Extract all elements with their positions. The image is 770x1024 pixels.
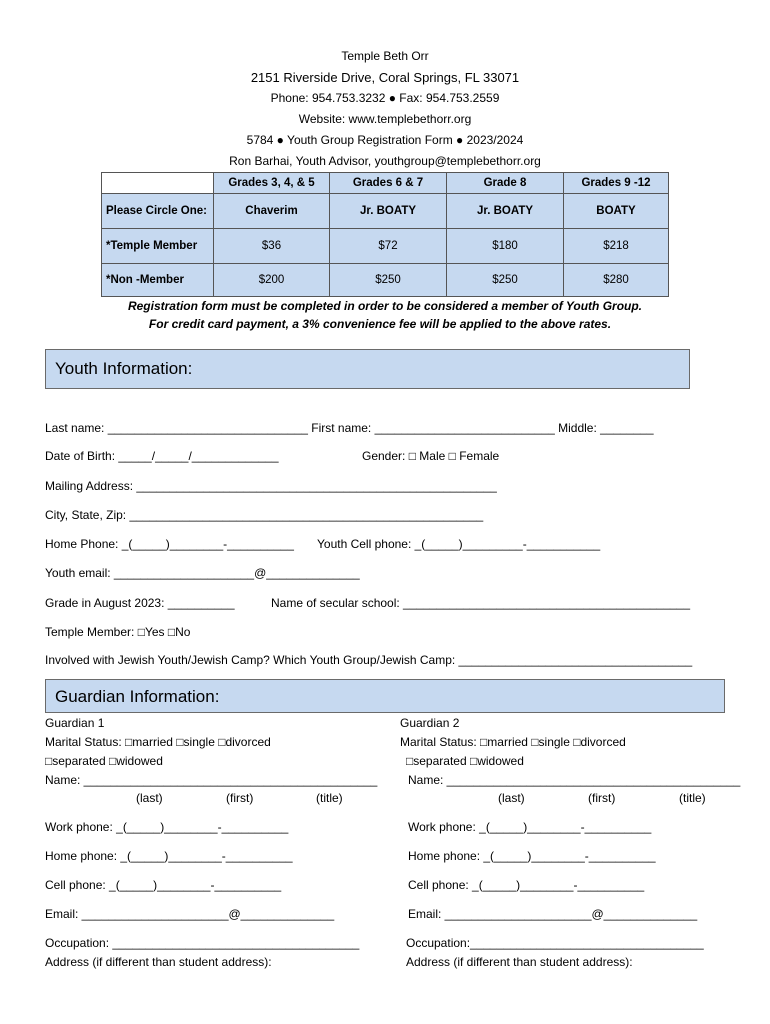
rate-cell: $250 bbox=[447, 264, 564, 297]
guardian2-address[interactable]: Address (if different than student address): bbox=[406, 955, 633, 969]
credit-card-note: For credit card payment, a 3% convenience fee will be applied to the above rates. bbox=[148, 317, 612, 331]
guardian1-work-phone[interactable]: Work phone: _(_____)________-__________ bbox=[45, 820, 289, 834]
rates-col-header: Grades 9 -12 bbox=[564, 173, 669, 194]
guardian2-marital-status[interactable]: Marital Status: □married □single □divorced bbox=[400, 735, 626, 749]
org-name: Temple Beth Orr bbox=[341, 49, 429, 63]
guardian1-home-phone[interactable]: Home phone: _(_____)________-__________ bbox=[45, 849, 293, 863]
rate-cell: $200 bbox=[214, 264, 330, 297]
program-option-boaty[interactable]: BOATY bbox=[564, 194, 669, 229]
guardian-section-header: Guardian Information: bbox=[45, 679, 725, 713]
program-option-jr-boaty[interactable]: Jr. BOATY bbox=[447, 194, 564, 229]
guardian2-heading: Guardian 2 bbox=[400, 716, 460, 730]
guardian2-sub-last: (last) bbox=[498, 791, 525, 805]
rates-row-label: *Temple Member bbox=[102, 229, 214, 264]
guardian1-heading: Guardian 1 bbox=[45, 716, 105, 730]
grade-field[interactable]: Grade in August 2023: __________ bbox=[45, 596, 235, 610]
rates-row-member bbox=[102, 229, 669, 264]
advisor-contact: Ron Barhai, Youth Advisor, youthgroup@templebethorr.org bbox=[229, 154, 541, 168]
jewish-camp-field[interactable]: Involved with Jewish Youth/Jewish Camp? Which Youth Group/Jewish Camp: ___________________________________ bbox=[45, 653, 693, 667]
org-address: 2151 Riverside Drive, Coral Springs, FL 33071 bbox=[250, 70, 520, 85]
guardian2-name-field[interactable]: Name: ____________________________________________ bbox=[408, 773, 741, 787]
org-phone-fax: Phone: 954.753.3232 ● Fax: 954.753.2559 bbox=[270, 91, 500, 105]
org-website: Website: www.templebethorr.org bbox=[298, 112, 472, 126]
rates-table bbox=[101, 172, 669, 297]
guardian1-marital-status-2[interactable]: □separated □widowed bbox=[45, 754, 163, 768]
temple-member-checkboxes[interactable]: Temple Member: □Yes □No bbox=[45, 625, 191, 639]
letterhead bbox=[0, 46, 770, 172]
guardian1-email[interactable]: Email: ______________________@______________ bbox=[45, 907, 335, 921]
guardian1-cell-phone[interactable]: Cell phone: _(_____)________-__________ bbox=[45, 878, 282, 892]
rate-cell: $72 bbox=[330, 229, 447, 264]
guardian2-sub-title: (title) bbox=[679, 791, 706, 805]
program-option-jr-boaty[interactable]: Jr. BOATY bbox=[330, 194, 447, 229]
youth-section-header: Youth Information: bbox=[45, 349, 690, 389]
guardian1-marital-status[interactable]: Marital Status: □married □single □divorced bbox=[45, 735, 271, 749]
guardian2-cell-phone[interactable]: Cell phone: _(_____)________-__________ bbox=[408, 878, 645, 892]
guardian1-sub-last: (last) bbox=[136, 791, 163, 805]
mailing-address-field[interactable]: Mailing Address: ______________________________________________________ bbox=[45, 479, 497, 493]
youth-cell-phone-field[interactable]: Youth Cell phone: _(_____)_________-___________ bbox=[317, 537, 601, 551]
rates-col-header: Grades 3, 4, & 5 bbox=[214, 173, 330, 194]
home-phone-field[interactable]: Home Phone: _(_____)________-__________ bbox=[45, 537, 294, 551]
rates-row-nonmember bbox=[102, 264, 669, 297]
registration-note: Registration form must be completed in order to be considered a member of Youth Group. bbox=[127, 299, 643, 313]
guardian2-home-phone[interactable]: Home phone: _(_____)________-__________ bbox=[408, 849, 656, 863]
program-option-chaverim[interactable]: Chaverim bbox=[214, 194, 330, 229]
rates-row-label: Please Circle One: bbox=[102, 194, 214, 229]
rates-header-row bbox=[102, 173, 669, 194]
guardian2-work-phone[interactable]: Work phone: _(_____)________-__________ bbox=[408, 820, 652, 834]
guardian1-address[interactable]: Address (if different than student address): bbox=[45, 955, 272, 969]
rate-cell: $180 bbox=[447, 229, 564, 264]
guardian1-name-field[interactable]: Name: ____________________________________________ bbox=[45, 773, 378, 787]
youth-name-fields[interactable]: Last name: ______________________________ First name: ___________________________ Middle: ________ bbox=[45, 421, 654, 435]
guardian1-sub-title: (title) bbox=[316, 791, 343, 805]
rate-cell: $218 bbox=[564, 229, 669, 264]
guardian2-marital-status-2[interactable]: □separated □widowed bbox=[406, 754, 524, 768]
rates-row-program bbox=[102, 194, 669, 229]
rates-row-label: *Non -Member bbox=[102, 264, 214, 297]
rate-cell: $36 bbox=[214, 229, 330, 264]
rates-col-header: Grade 8 bbox=[447, 173, 564, 194]
city-state-zip-field[interactable]: City, State, Zip: _____________________________________________________ bbox=[45, 508, 484, 522]
youth-email-field[interactable]: Youth email: _____________________@______________ bbox=[45, 566, 360, 580]
guardian2-email[interactable]: Email: ______________________@______________ bbox=[408, 907, 698, 921]
guardian1-sub-first: (first) bbox=[226, 791, 254, 805]
rates-col-header: Grades 6 & 7 bbox=[330, 173, 447, 194]
rates-corner-cell bbox=[102, 173, 214, 194]
rate-cell: $250 bbox=[330, 264, 447, 297]
rate-cell: $280 bbox=[564, 264, 669, 297]
gender-checkboxes[interactable]: Gender: □ Male □ Female bbox=[362, 449, 500, 463]
secular-school-field[interactable]: Name of secular school: ___________________________________________ bbox=[271, 596, 691, 610]
guardian1-occupation[interactable]: Occupation: _____________________________________ bbox=[45, 936, 360, 950]
guardian2-sub-first: (first) bbox=[588, 791, 616, 805]
form-title: 5784 ● Youth Group Registration Form ● 2023/2024 bbox=[246, 133, 524, 147]
guardian2-occupation[interactable]: Occupation:___________________________________ bbox=[406, 936, 704, 950]
date-of-birth-field[interactable]: Date of Birth: _____/_____/_____________ bbox=[45, 449, 279, 463]
